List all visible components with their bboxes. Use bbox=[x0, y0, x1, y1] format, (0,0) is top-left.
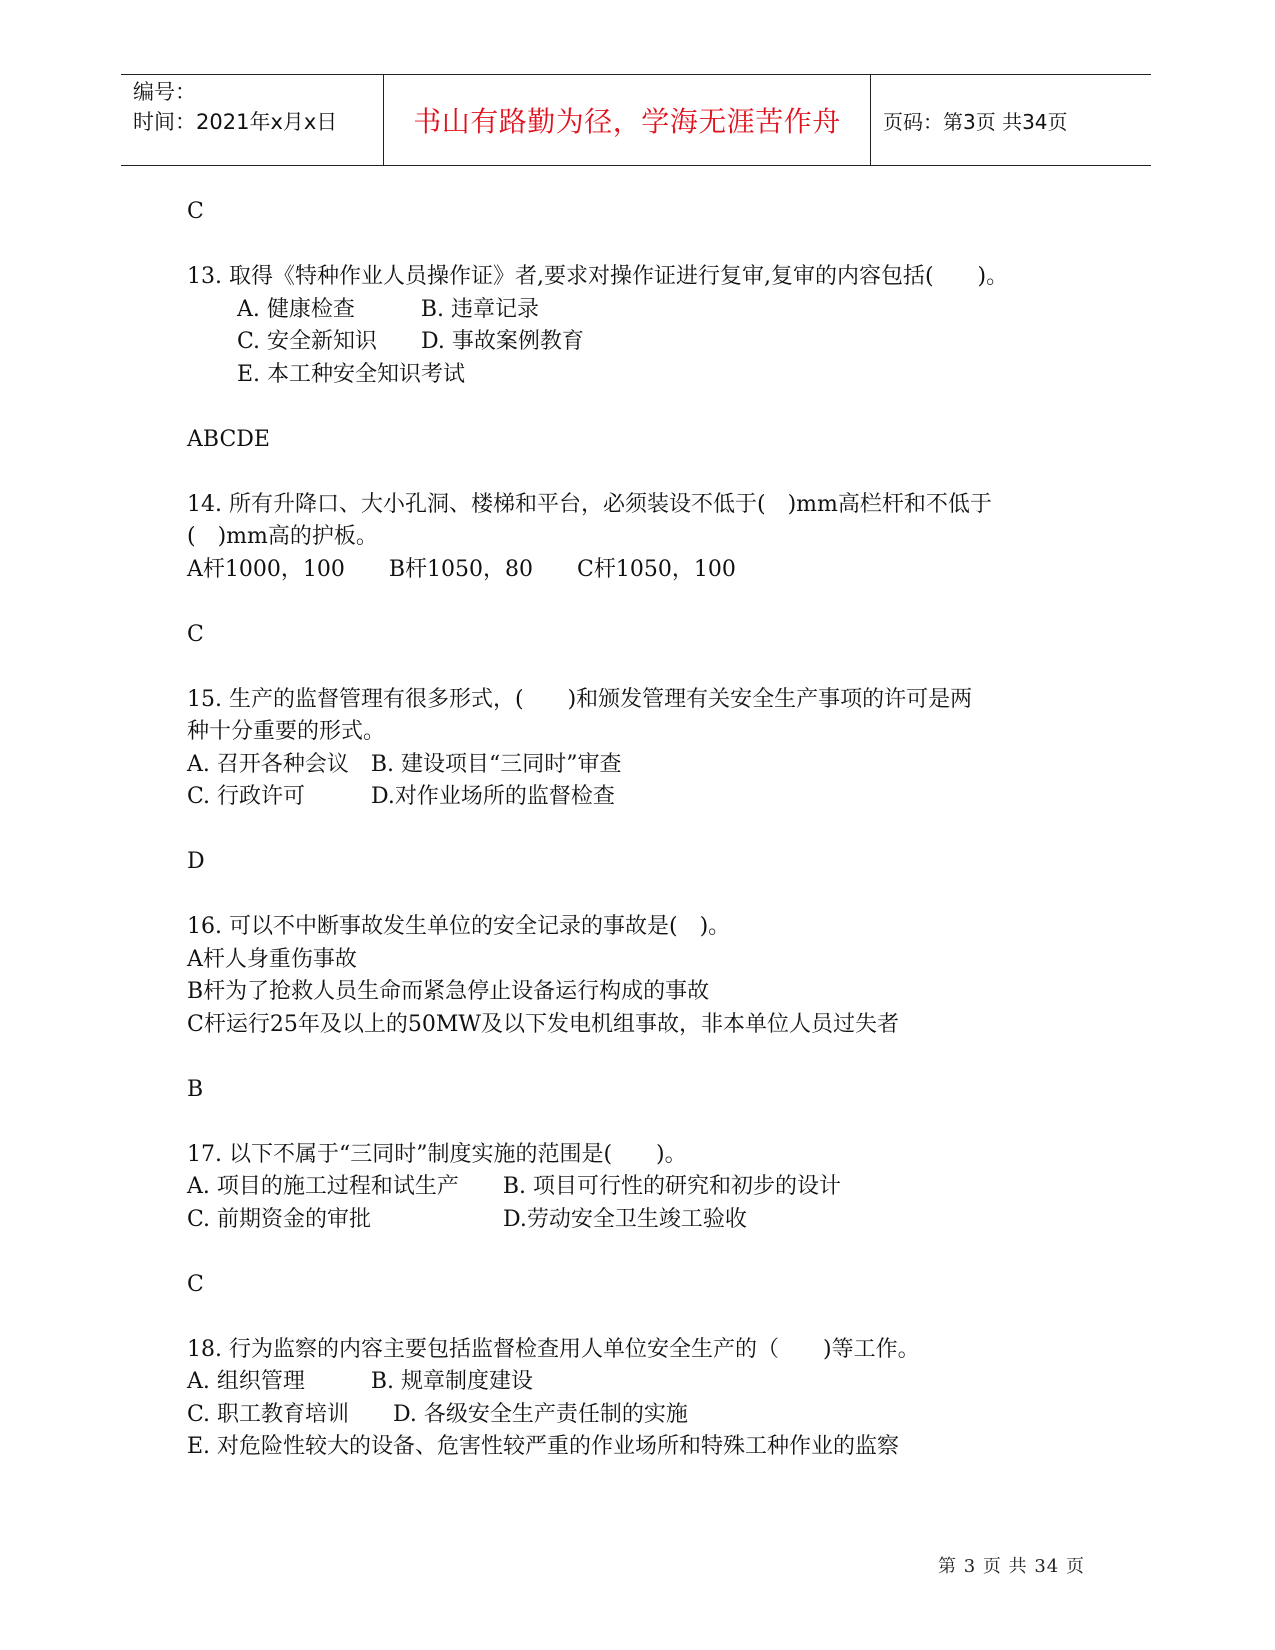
document-body bbox=[187, 196, 1107, 1464]
question-18-option: E. 对危险性较大的设备、危害性较严重的作业场所和特殊工种作业的监察 bbox=[187, 1434, 900, 1459]
question-17-option: A. 项目的施工过程和试生产 B. 项目可行性的研究和初步的设计 bbox=[187, 1174, 842, 1199]
answer-17: C bbox=[187, 1271, 204, 1297]
question-16-option: B杆为了抢救人员生命而紧急停止设备运行构成的事故 bbox=[187, 979, 710, 1004]
answer-14: C bbox=[187, 621, 204, 647]
document-number-label: 编号： bbox=[133, 80, 196, 104]
question-18-stem: 18. 行为监察的内容主要包括监督检查用人单位安全生产的（ )等工作。 bbox=[187, 1336, 920, 1362]
question-16-stem: 16. 可以不中断事故发生单位的安全记录的事故是( )。 bbox=[187, 914, 731, 939]
question-14-stem-cont: ( )mm高的护板。 bbox=[187, 524, 378, 549]
question-18-option: C. 职工教育培训 D. 各级安全生产责任制的实施 bbox=[187, 1401, 688, 1427]
question-15-stem: 15. 生产的监督管理有很多形式，( )和颁发管理有关安全生产事项的许可是两 bbox=[187, 686, 973, 712]
page-footer: 第 3 页 共 34 页 bbox=[938, 1556, 1085, 1577]
question-14-options: A杆1000，100 B杆1050，80 C杆1050，100 bbox=[187, 556, 736, 582]
question-13-option: C. 安全新知识 D. 事故案例教育 bbox=[237, 329, 584, 354]
question-17-option: C. 前期资金的审批 D.劳动安全卫生竣工验收 bbox=[187, 1206, 747, 1232]
question-17-stem: 17. 以下不属于“三同时”制度实施的范围是( )。 bbox=[187, 1141, 687, 1167]
question-13-stem: 13. 取得《特种作业人员操作证》者,要求对操作证进行复审,复审的内容包括( )。 bbox=[187, 264, 1009, 289]
question-18-option: A. 组织管理 B. 规章制度建设 bbox=[187, 1369, 534, 1394]
header-meta bbox=[121, 75, 384, 165]
question-16-option: C杆运行25年及以上的50MW及以下发电机组事故，非本单位人员过失者 bbox=[187, 1011, 899, 1037]
page-header bbox=[121, 74, 1151, 166]
question-13-option: E. 本工种安全知识考试 bbox=[237, 361, 466, 387]
header-motto: 书山有路勤为径，学海无涯苦作舟 bbox=[384, 75, 871, 165]
answer-16: B bbox=[187, 1076, 204, 1102]
document-time: 时间：2021年x月x日 bbox=[133, 110, 338, 134]
question-15-option: A. 召开各种会议 B. 建设项目“三同时”审查 bbox=[187, 751, 622, 777]
header-page-info: 页码：第3页 共34页 bbox=[883, 109, 1068, 134]
answer-13: ABCDE bbox=[187, 426, 270, 452]
answer-12: C bbox=[187, 199, 204, 224]
question-16-option: A杆人身重伤事故 bbox=[187, 946, 357, 972]
question-15-option: C. 行政许可 D.对作业场所的监督检查 bbox=[187, 784, 615, 809]
question-13-option: A. 健康检查 B. 违章记录 bbox=[237, 296, 540, 322]
question-15-stem-cont: 种十分重要的形式。 bbox=[187, 719, 386, 744]
question-14-stem: 14. 所有升降口、大小孔洞、楼梯和平台，必须装设不低于( )mm高栏杆和不低于 bbox=[187, 491, 992, 517]
answer-15: D bbox=[187, 849, 205, 874]
